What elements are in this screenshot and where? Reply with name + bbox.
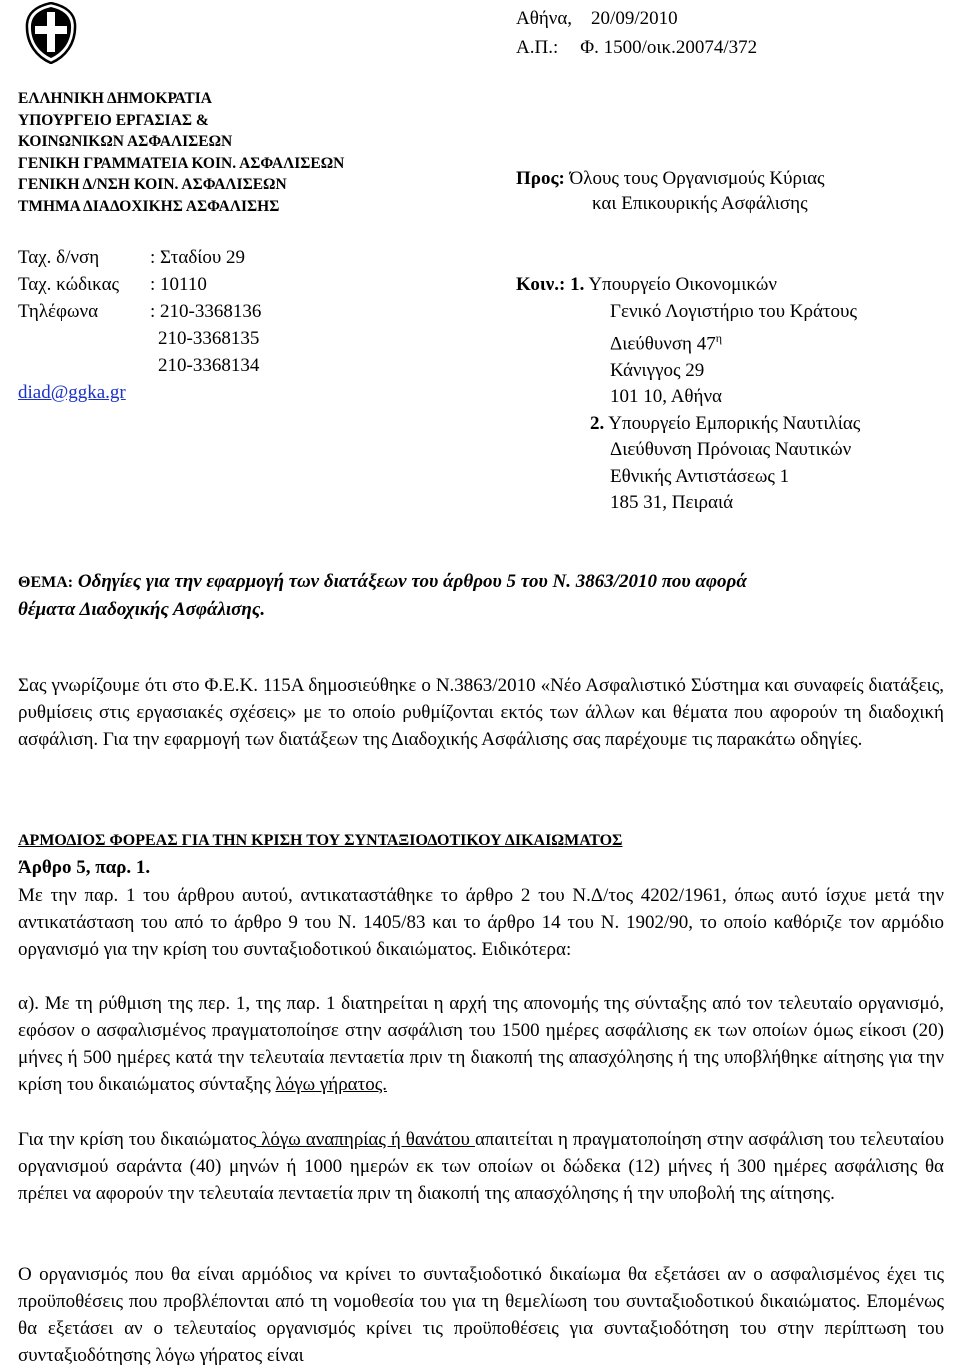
cc-block [516, 272, 860, 517]
paragraph-1 [18, 883, 944, 964]
phone-value: 210-3368135 [158, 328, 260, 349]
phone-value: 210-3368134 [158, 355, 260, 376]
date-line: Αθήνα, 20/09/2010 [516, 8, 678, 29]
street-label: Ταχ. δ/νση [18, 247, 100, 268]
email-link[interactable]: diad@ggka.gr [18, 382, 126, 403]
paragraph-3 [18, 1127, 944, 1208]
cc-num: 2. [590, 412, 605, 434]
issuer-line: ΚΟΙΝΩΝΙΚΩΝ ΑΣΦΑΛΙΣΕΩΝ [18, 133, 233, 150]
greek-emblem-icon [25, 2, 77, 64]
street-value: : Σταδίου 29 [150, 247, 246, 268]
recipients-block [516, 166, 825, 216]
subject-label: ΘΕΜΑ: [18, 574, 74, 591]
subject-text: θέματα Διαδοχικής Ασφάλισης. [18, 599, 266, 620]
p2-underlined: λόγω γήρατος. [275, 1073, 388, 1095]
paragraph-2 [18, 991, 944, 1099]
zip-value: : 10110 [150, 274, 207, 295]
p2-text: α). Με τη ρύθμιση της περ. 1, της παρ. 1 διατηρείται η αρχή της απονομής της σύνταξης από τον τελευταίο οργανισμό, εφόσον ο ασφαλισμένος πραγματοποίησε στην ασφάλιση του 1500 ημέρες ασφάλισης εκ των οποίων όμως είκοσι (20) μήνες ή 500 ημέρες κατά την τελευταία πενταετία πριν τη διακοπή της απασχόλησης ή της υποβλήθηκε αίτησης για την κρίση του δικαιώματος σύνταξης [18, 993, 944, 1095]
to-line: Όλους τους Οργανισμούς Κύριας [569, 168, 825, 189]
issuer-line: ΤΜΗΜΑ ΔΙΑΔΟΧΙΚΗΣ ΑΣΦΑΛΙΣΗΣ [18, 197, 280, 215]
article-heading: Άρθρο 5, παρ. 1. [18, 857, 151, 878]
issuer-header [18, 88, 344, 217]
p4-text: Ο οργανισμός που θα είναι αρμόδιος να κρίνει το συνταξιοδοτικό δικαίωμα θα εξετάσει αν ο ασφαλισμένος έχει τις προϋποθέσεις που προβλέπονται από τη νομοθεσία του για τη θεμελίωση του συνταξιοδοτικού δικαιώματος. Επομένως θα εξετάσει αν ο τελευταίος οργανισμός κρίνει τις προϋποθέσεις για συνταξιοδότηση του στην περίπτωση του συνταξιοδότησης λόγω γήρατος είναι [18, 1264, 944, 1366]
ref-label: Α.Π.: [516, 37, 559, 58]
issuer-line: ΕΛΛΗΝΙΚΗ ΔΗΜΟΚΡΑΤΙΑ [18, 90, 212, 107]
p1-text: Με την παρ. 1 του άρθρου αυτού, αντικαταστάθηκε το άρθρο 2 του Ν.Δ/τος 4202/1961, όπως αυτό ίσχυε μετά την αντικατάσταση του από το άρθρο 9 του Ν. 1405/83 και το άρθρο 14 του Ν. 1902/90, το οποίο καθόριζε τον αρμόδιο οργανισμό για την κρίση του συνταξιοδοτικού δικαιώματος. [18, 885, 944, 960]
p3-underlined: λόγω αναπηρίας ή θανάτου [256, 1129, 475, 1150]
cc-line: Εθνικής Αντιστάσεως 1 [610, 465, 790, 487]
issuer-line: ΥΠΟΥΡΓΕΙΟ ΕΡΓΑΣΙΑΣ & [18, 111, 209, 129]
intro-text: Σας γνωρίζουμε ότι στο Φ.Ε.Κ. 115Α δημοσιεύθηκε ο Ν.3863/2010 «Νέο Ασφαλιστικό Σύστημα και συναφείς διατάξεις, ρυθμίσεις στις εργασιακές σχέσεις» με το οποίο ρυθμίζονται εκτός των άλλων και θέματα που αφορούν τη διαδοχική ασφάλιση. Για την εφαρμογή των διατάξεων της Διαδοχικής Ασφάλισης σας παρέχουμε τις παρακάτω οδηγίες. [18, 675, 944, 750]
cc-label: Κοιν.: 1. [516, 274, 585, 295]
subject-text: Οδηγίες για την εφαρμογή των διατάξεων του άρθρου 5 του Ν. 3863/2010 που αφορά [77, 571, 747, 592]
issuer-line: ΓΕΝΙΚΗ Δ/ΝΣΗ ΚΟΙΝ. ΑΣΦΑΛΙΣΕΩΝ [18, 176, 287, 193]
reference-block [516, 4, 757, 62]
to-label: Προς: [516, 168, 565, 189]
cc-line: Διεύθυνση Πρόνοιας Ναυτικών [610, 439, 852, 461]
cc-line: Διεύθυνση 47 [610, 333, 716, 355]
section-title: ΑΡΜΟΔΙΟΣ ΦΟΡΕΑΣ ΓΙΑ ΤΗΝ ΚΡΙΣΗ ΤΟΥ ΣΥΝΤΑΞΙΟΔΟΤΙΚΟΥ ΔΙΚΑΙΩΜΑΤΟΣ [18, 832, 623, 849]
phone-label: Τηλέφωνα [18, 301, 99, 322]
cc-sup: η [715, 331, 723, 345]
cc-line: 185 31, Πειραιά [610, 492, 734, 514]
issuer-line: ΓΕΝΙΚΗ ΓΡΑΜΜΑΤΕΙΑ ΚΟΙΝ. ΑΣΦΑΛΙΣΕΩΝ [18, 154, 345, 172]
cc-line: Υπουργείο Εμπορικής Ναυτιλίας [608, 412, 861, 434]
subject-block [18, 568, 747, 623]
ref-number: Φ. 1500/οικ.20074/372 [580, 37, 758, 58]
cc-line: 101 10, Αθήνα [610, 386, 723, 408]
zip-label: Ταχ. κώδικας [18, 274, 120, 295]
paragraph-4 [18, 1262, 944, 1370]
contact-block [18, 244, 261, 406]
intro-paragraph [18, 673, 944, 754]
cc-line: Υπουργείο Οικονομικών [588, 274, 777, 295]
p1-tail: Ειδικότερα: [481, 938, 572, 960]
cc-line: Κάνιγγος 29 [610, 359, 705, 381]
p3-text: απαιτείται η πραγματοποίηση στην ασφάλιση του τελευταίου οργανισμού σαράντα (40) μηνών ή 1000 ημερών εκ των οποίων οι δώδεκα (12) μήνες ή 300 ημέρες ασφάλισης θα πρέπει να αφορούν την τελευταία πενταετία πριν τη διακοπή της απασχόλησης ή την υποβολή της αίτησης. [18, 1129, 944, 1204]
to-line: και Επικουρικής Ασφάλισης [592, 193, 808, 214]
p3-text: Για την κρίση του δικαιώματος [18, 1129, 257, 1150]
cc-line: Γενικό Λογιστήριο του Κράτους [610, 300, 857, 322]
phone-value: : 210-3368136 [150, 301, 262, 322]
